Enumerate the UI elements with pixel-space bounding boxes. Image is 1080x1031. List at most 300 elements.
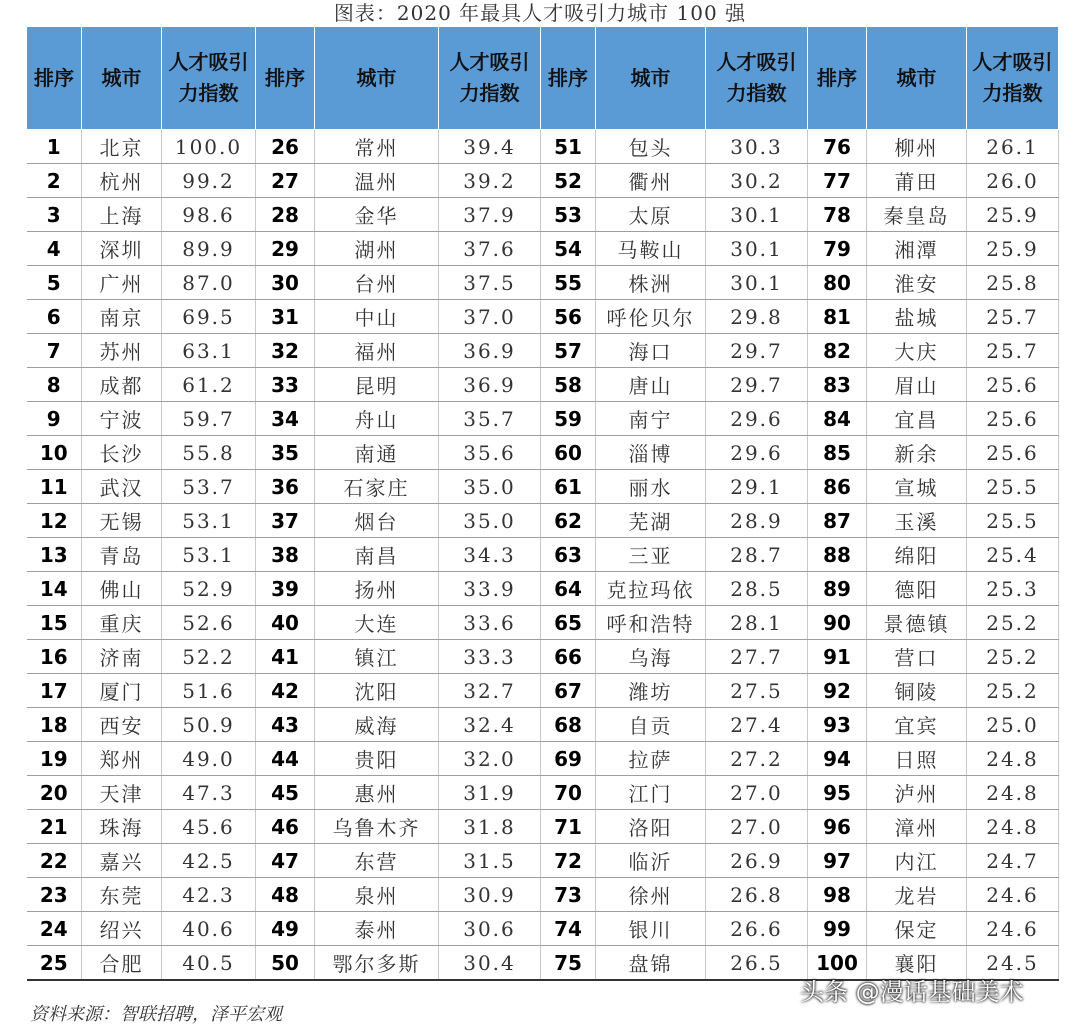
index-cell: 24.8 bbox=[967, 810, 1059, 844]
table-row bbox=[27, 912, 1059, 946]
rank-cell: 14 bbox=[27, 572, 82, 606]
index-cell: 55.8 bbox=[162, 436, 256, 470]
table-row bbox=[27, 164, 1059, 198]
city-cell: 东莞 bbox=[82, 878, 162, 912]
city-cell: 龙岩 bbox=[867, 878, 967, 912]
rank-cell: 43 bbox=[256, 708, 315, 742]
rank-cell: 97 bbox=[808, 844, 867, 878]
city-cell: 莆田 bbox=[867, 164, 967, 198]
city-cell: 盐城 bbox=[867, 300, 967, 334]
rank-cell: 59 bbox=[541, 402, 596, 436]
rank-cell: 76 bbox=[808, 130, 867, 164]
rank-cell: 46 bbox=[256, 810, 315, 844]
rank-cell: 52 bbox=[541, 164, 596, 198]
index-cell: 61.2 bbox=[162, 368, 256, 402]
rank-cell: 2 bbox=[27, 164, 82, 198]
city-cell: 玉溪 bbox=[867, 504, 967, 538]
index-cell: 52.9 bbox=[162, 572, 256, 606]
rank-cell: 3 bbox=[27, 198, 82, 232]
rank-cell: 65 bbox=[541, 606, 596, 640]
watermark: 头条 @漫话基础美术 bbox=[800, 978, 1024, 1006]
rank-cell: 23 bbox=[27, 878, 82, 912]
index-cell: 27.5 bbox=[706, 674, 808, 708]
city-cell: 营口 bbox=[867, 640, 967, 674]
index-cell: 25.6 bbox=[967, 368, 1059, 402]
table-row bbox=[27, 334, 1059, 368]
rank-cell: 80 bbox=[808, 266, 867, 300]
rank-cell: 81 bbox=[808, 300, 867, 334]
rank-cell: 21 bbox=[27, 810, 82, 844]
index-cell: 37.6 bbox=[439, 232, 541, 266]
index-cell: 30.4 bbox=[439, 946, 541, 981]
city-cell: 大连 bbox=[315, 606, 439, 640]
city-cell: 三亚 bbox=[596, 538, 706, 572]
table-row bbox=[27, 232, 1059, 266]
index-cell: 25.2 bbox=[967, 674, 1059, 708]
rank-cell: 8 bbox=[27, 368, 82, 402]
index-cell: 37.5 bbox=[439, 266, 541, 300]
header-rank: 排序 bbox=[256, 27, 315, 130]
rank-cell: 48 bbox=[256, 878, 315, 912]
table-row bbox=[27, 300, 1059, 334]
header-city: 城市 bbox=[315, 27, 439, 130]
header-index: 人才吸引力指数 bbox=[162, 27, 256, 130]
city-cell: 呼伦贝尔 bbox=[596, 300, 706, 334]
city-cell: 克拉玛依 bbox=[596, 572, 706, 606]
table-title: 图表：2020 年最具人才吸引力城市 100 强 bbox=[333, 1, 747, 25]
table-row bbox=[27, 198, 1059, 232]
city-cell: 南通 bbox=[315, 436, 439, 470]
header-rank: 排序 bbox=[27, 27, 82, 130]
rank-cell: 47 bbox=[256, 844, 315, 878]
city-cell: 衢州 bbox=[596, 164, 706, 198]
index-cell: 69.5 bbox=[162, 300, 256, 334]
rank-cell: 29 bbox=[256, 232, 315, 266]
rank-cell: 100 bbox=[808, 946, 867, 981]
city-cell: 保定 bbox=[867, 912, 967, 946]
index-cell: 25.7 bbox=[967, 334, 1059, 368]
header-index: 人才吸引力指数 bbox=[967, 27, 1059, 130]
city-cell: 嘉兴 bbox=[82, 844, 162, 878]
city-cell: 日照 bbox=[867, 742, 967, 776]
rank-cell: 74 bbox=[541, 912, 596, 946]
ranking-table bbox=[26, 26, 1059, 981]
rank-cell: 68 bbox=[541, 708, 596, 742]
index-cell: 24.8 bbox=[967, 776, 1059, 810]
rank-cell: 60 bbox=[541, 436, 596, 470]
rank-cell: 71 bbox=[541, 810, 596, 844]
ranking-table-container bbox=[26, 26, 1058, 981]
city-cell: 大庆 bbox=[867, 334, 967, 368]
city-cell: 广州 bbox=[82, 266, 162, 300]
index-cell: 42.5 bbox=[162, 844, 256, 878]
city-cell: 天津 bbox=[82, 776, 162, 810]
rank-cell: 51 bbox=[541, 130, 596, 164]
city-cell: 贵阳 bbox=[315, 742, 439, 776]
rank-cell: 61 bbox=[541, 470, 596, 504]
header-rank: 排序 bbox=[541, 27, 596, 130]
index-cell: 26.5 bbox=[706, 946, 808, 981]
city-cell: 深圳 bbox=[82, 232, 162, 266]
rank-cell: 27 bbox=[256, 164, 315, 198]
rank-cell: 36 bbox=[256, 470, 315, 504]
city-cell: 泰州 bbox=[315, 912, 439, 946]
index-cell: 34.3 bbox=[439, 538, 541, 572]
index-cell: 50.9 bbox=[162, 708, 256, 742]
rank-cell: 64 bbox=[541, 572, 596, 606]
index-cell: 53.1 bbox=[162, 504, 256, 538]
index-cell: 87.0 bbox=[162, 266, 256, 300]
city-cell: 景德镇 bbox=[867, 606, 967, 640]
rank-cell: 79 bbox=[808, 232, 867, 266]
index-cell: 27.7 bbox=[706, 640, 808, 674]
index-cell: 36.9 bbox=[439, 334, 541, 368]
city-cell: 郑州 bbox=[82, 742, 162, 776]
index-cell: 25.2 bbox=[967, 640, 1059, 674]
rank-cell: 22 bbox=[27, 844, 82, 878]
index-cell: 30.3 bbox=[706, 130, 808, 164]
rank-cell: 90 bbox=[808, 606, 867, 640]
city-cell: 拉萨 bbox=[596, 742, 706, 776]
header-city: 城市 bbox=[596, 27, 706, 130]
rank-cell: 62 bbox=[541, 504, 596, 538]
city-cell: 呼和浩特 bbox=[596, 606, 706, 640]
index-cell: 49.0 bbox=[162, 742, 256, 776]
city-cell: 秦皇岛 bbox=[867, 198, 967, 232]
city-cell: 襄阳 bbox=[867, 946, 967, 981]
rank-cell: 58 bbox=[541, 368, 596, 402]
index-cell: 100.0 bbox=[162, 130, 256, 164]
source-note: 资料来源：智联招聘，泽平宏观 bbox=[30, 1004, 282, 1025]
city-cell: 马鞍山 bbox=[596, 232, 706, 266]
rank-cell: 9 bbox=[27, 402, 82, 436]
rank-cell: 84 bbox=[808, 402, 867, 436]
rank-cell: 95 bbox=[808, 776, 867, 810]
rank-cell: 99 bbox=[808, 912, 867, 946]
index-cell: 39.4 bbox=[439, 130, 541, 164]
rank-cell: 75 bbox=[541, 946, 596, 981]
index-cell: 25.6 bbox=[967, 436, 1059, 470]
rank-cell: 20 bbox=[27, 776, 82, 810]
city-cell: 株洲 bbox=[596, 266, 706, 300]
city-cell: 徐州 bbox=[596, 878, 706, 912]
index-cell: 39.2 bbox=[439, 164, 541, 198]
index-cell: 25.9 bbox=[967, 232, 1059, 266]
table-row bbox=[27, 810, 1059, 844]
city-cell: 眉山 bbox=[867, 368, 967, 402]
city-cell: 石家庄 bbox=[315, 470, 439, 504]
city-cell: 绵阳 bbox=[867, 538, 967, 572]
rank-cell: 19 bbox=[27, 742, 82, 776]
city-cell: 德阳 bbox=[867, 572, 967, 606]
rank-cell: 45 bbox=[256, 776, 315, 810]
rank-cell: 30 bbox=[256, 266, 315, 300]
table-body bbox=[27, 130, 1059, 981]
city-cell: 镇江 bbox=[315, 640, 439, 674]
index-cell: 26.0 bbox=[967, 164, 1059, 198]
city-cell: 福州 bbox=[315, 334, 439, 368]
city-cell: 惠州 bbox=[315, 776, 439, 810]
index-cell: 30.1 bbox=[706, 266, 808, 300]
city-cell: 包头 bbox=[596, 130, 706, 164]
index-cell: 32.7 bbox=[439, 674, 541, 708]
rank-cell: 11 bbox=[27, 470, 82, 504]
rank-cell: 93 bbox=[808, 708, 867, 742]
city-cell: 上海 bbox=[82, 198, 162, 232]
rank-cell: 6 bbox=[27, 300, 82, 334]
rank-cell: 41 bbox=[256, 640, 315, 674]
city-cell: 芜湖 bbox=[596, 504, 706, 538]
index-cell: 89.9 bbox=[162, 232, 256, 266]
index-cell: 37.9 bbox=[439, 198, 541, 232]
rank-cell: 94 bbox=[808, 742, 867, 776]
rank-cell: 88 bbox=[808, 538, 867, 572]
city-cell: 新余 bbox=[867, 436, 967, 470]
city-cell: 铜陵 bbox=[867, 674, 967, 708]
index-cell: 26.9 bbox=[706, 844, 808, 878]
city-cell: 泸州 bbox=[867, 776, 967, 810]
index-cell: 35.0 bbox=[439, 504, 541, 538]
city-cell: 柳州 bbox=[867, 130, 967, 164]
city-cell: 武汉 bbox=[82, 470, 162, 504]
rank-cell: 70 bbox=[541, 776, 596, 810]
city-cell: 温州 bbox=[315, 164, 439, 198]
index-cell: 98.6 bbox=[162, 198, 256, 232]
rank-cell: 31 bbox=[256, 300, 315, 334]
index-cell: 35.0 bbox=[439, 470, 541, 504]
rank-cell: 37 bbox=[256, 504, 315, 538]
rank-cell: 28 bbox=[256, 198, 315, 232]
rank-cell: 53 bbox=[541, 198, 596, 232]
city-cell: 江门 bbox=[596, 776, 706, 810]
header-index: 人才吸引力指数 bbox=[439, 27, 541, 130]
index-cell: 35.7 bbox=[439, 402, 541, 436]
index-cell: 52.2 bbox=[162, 640, 256, 674]
index-cell: 40.5 bbox=[162, 946, 256, 981]
rank-cell: 12 bbox=[27, 504, 82, 538]
rank-cell: 10 bbox=[27, 436, 82, 470]
rank-cell: 13 bbox=[27, 538, 82, 572]
city-cell: 西安 bbox=[82, 708, 162, 742]
index-cell: 24.8 bbox=[967, 742, 1059, 776]
table-row bbox=[27, 742, 1059, 776]
rank-cell: 25 bbox=[27, 946, 82, 981]
city-cell: 成都 bbox=[82, 368, 162, 402]
index-cell: 26.6 bbox=[706, 912, 808, 946]
rank-cell: 57 bbox=[541, 334, 596, 368]
city-cell: 湘潭 bbox=[867, 232, 967, 266]
table-row bbox=[27, 470, 1059, 504]
city-cell: 杭州 bbox=[82, 164, 162, 198]
rank-cell: 24 bbox=[27, 912, 82, 946]
rank-cell: 32 bbox=[256, 334, 315, 368]
index-cell: 53.7 bbox=[162, 470, 256, 504]
index-cell: 29.7 bbox=[706, 334, 808, 368]
city-cell: 珠海 bbox=[82, 810, 162, 844]
rank-cell: 83 bbox=[808, 368, 867, 402]
city-cell: 中山 bbox=[315, 300, 439, 334]
index-cell: 30.1 bbox=[706, 198, 808, 232]
rank-cell: 5 bbox=[27, 266, 82, 300]
index-cell: 99.2 bbox=[162, 164, 256, 198]
city-cell: 湖州 bbox=[315, 232, 439, 266]
city-cell: 漳州 bbox=[867, 810, 967, 844]
rank-cell: 98 bbox=[808, 878, 867, 912]
index-cell: 51.6 bbox=[162, 674, 256, 708]
table-row bbox=[27, 878, 1059, 912]
table-row bbox=[27, 266, 1059, 300]
rank-cell: 63 bbox=[541, 538, 596, 572]
table-row bbox=[27, 640, 1059, 674]
city-cell: 台州 bbox=[315, 266, 439, 300]
rank-cell: 33 bbox=[256, 368, 315, 402]
rank-cell: 73 bbox=[541, 878, 596, 912]
index-cell: 32.0 bbox=[439, 742, 541, 776]
index-cell: 47.3 bbox=[162, 776, 256, 810]
city-cell: 淮安 bbox=[867, 266, 967, 300]
city-cell: 常州 bbox=[315, 130, 439, 164]
index-cell: 25.8 bbox=[967, 266, 1059, 300]
rank-cell: 85 bbox=[808, 436, 867, 470]
index-cell: 24.7 bbox=[967, 844, 1059, 878]
rank-cell: 67 bbox=[541, 674, 596, 708]
index-cell: 24.6 bbox=[967, 912, 1059, 946]
city-cell: 烟台 bbox=[315, 504, 439, 538]
index-cell: 31.9 bbox=[439, 776, 541, 810]
city-cell: 无锡 bbox=[82, 504, 162, 538]
rank-cell: 66 bbox=[541, 640, 596, 674]
index-cell: 28.7 bbox=[706, 538, 808, 572]
city-cell: 金华 bbox=[315, 198, 439, 232]
index-cell: 63.1 bbox=[162, 334, 256, 368]
index-cell: 33.6 bbox=[439, 606, 541, 640]
table-row bbox=[27, 436, 1059, 470]
city-cell: 内江 bbox=[867, 844, 967, 878]
rank-cell: 18 bbox=[27, 708, 82, 742]
rank-cell: 39 bbox=[256, 572, 315, 606]
rank-cell: 7 bbox=[27, 334, 82, 368]
rank-cell: 4 bbox=[27, 232, 82, 266]
rank-cell: 40 bbox=[256, 606, 315, 640]
city-cell: 济南 bbox=[82, 640, 162, 674]
index-cell: 33.9 bbox=[439, 572, 541, 606]
index-cell: 59.7 bbox=[162, 402, 256, 436]
index-cell: 25.2 bbox=[967, 606, 1059, 640]
rank-cell: 69 bbox=[541, 742, 596, 776]
city-cell: 临沂 bbox=[596, 844, 706, 878]
index-cell: 29.6 bbox=[706, 402, 808, 436]
rank-cell: 44 bbox=[256, 742, 315, 776]
city-cell: 厦门 bbox=[82, 674, 162, 708]
city-cell: 乌海 bbox=[596, 640, 706, 674]
index-cell: 24.6 bbox=[967, 878, 1059, 912]
city-cell: 南京 bbox=[82, 300, 162, 334]
city-cell: 合肥 bbox=[82, 946, 162, 981]
index-cell: 25.6 bbox=[967, 402, 1059, 436]
index-cell: 30.9 bbox=[439, 878, 541, 912]
city-cell: 威海 bbox=[315, 708, 439, 742]
header-rank: 排序 bbox=[808, 27, 867, 130]
index-cell: 40.6 bbox=[162, 912, 256, 946]
table-row bbox=[27, 844, 1059, 878]
city-cell: 丽水 bbox=[596, 470, 706, 504]
city-cell: 舟山 bbox=[315, 402, 439, 436]
rank-cell: 56 bbox=[541, 300, 596, 334]
rank-cell: 15 bbox=[27, 606, 82, 640]
index-cell: 42.3 bbox=[162, 878, 256, 912]
city-cell: 佛山 bbox=[82, 572, 162, 606]
table-row bbox=[27, 708, 1059, 742]
rank-cell: 38 bbox=[256, 538, 315, 572]
index-cell: 28.1 bbox=[706, 606, 808, 640]
city-cell: 宜昌 bbox=[867, 402, 967, 436]
index-cell: 29.7 bbox=[706, 368, 808, 402]
rank-cell: 1 bbox=[27, 130, 82, 164]
index-cell: 25.0 bbox=[967, 708, 1059, 742]
table-row bbox=[27, 402, 1059, 436]
rank-cell: 17 bbox=[27, 674, 82, 708]
rank-cell: 35 bbox=[256, 436, 315, 470]
table-row bbox=[27, 776, 1059, 810]
table-row bbox=[27, 504, 1059, 538]
city-cell: 北京 bbox=[82, 130, 162, 164]
index-cell: 27.0 bbox=[706, 776, 808, 810]
city-cell: 绍兴 bbox=[82, 912, 162, 946]
rank-cell: 78 bbox=[808, 198, 867, 232]
index-cell: 52.6 bbox=[162, 606, 256, 640]
index-cell: 53.1 bbox=[162, 538, 256, 572]
rank-cell: 96 bbox=[808, 810, 867, 844]
city-cell: 洛阳 bbox=[596, 810, 706, 844]
index-cell: 35.6 bbox=[439, 436, 541, 470]
index-cell: 24.5 bbox=[967, 946, 1059, 981]
rank-cell: 92 bbox=[808, 674, 867, 708]
table-row bbox=[27, 606, 1059, 640]
city-cell: 泉州 bbox=[315, 878, 439, 912]
header-city: 城市 bbox=[867, 27, 967, 130]
city-cell: 重庆 bbox=[82, 606, 162, 640]
rank-cell: 89 bbox=[808, 572, 867, 606]
index-cell: 27.0 bbox=[706, 810, 808, 844]
index-cell: 30.1 bbox=[706, 232, 808, 266]
index-cell: 29.6 bbox=[706, 436, 808, 470]
index-cell: 28.9 bbox=[706, 504, 808, 538]
city-cell: 太原 bbox=[596, 198, 706, 232]
city-cell: 自贡 bbox=[596, 708, 706, 742]
rank-cell: 50 bbox=[256, 946, 315, 981]
city-cell: 沈阳 bbox=[315, 674, 439, 708]
city-cell: 唐山 bbox=[596, 368, 706, 402]
index-cell: 31.5 bbox=[439, 844, 541, 878]
city-cell: 苏州 bbox=[82, 334, 162, 368]
city-cell: 乌鲁木齐 bbox=[315, 810, 439, 844]
index-cell: 29.1 bbox=[706, 470, 808, 504]
city-cell: 长沙 bbox=[82, 436, 162, 470]
city-cell: 鄂尔多斯 bbox=[315, 946, 439, 981]
header-city: 城市 bbox=[82, 27, 162, 130]
city-cell: 海口 bbox=[596, 334, 706, 368]
city-cell: 宣城 bbox=[867, 470, 967, 504]
rank-cell: 77 bbox=[808, 164, 867, 198]
rank-cell: 91 bbox=[808, 640, 867, 674]
index-cell: 36.9 bbox=[439, 368, 541, 402]
city-cell: 宜宾 bbox=[867, 708, 967, 742]
index-cell: 25.5 bbox=[967, 504, 1059, 538]
rank-cell: 82 bbox=[808, 334, 867, 368]
table-row bbox=[27, 130, 1059, 164]
index-cell: 25.4 bbox=[967, 538, 1059, 572]
header-row bbox=[27, 27, 1059, 130]
